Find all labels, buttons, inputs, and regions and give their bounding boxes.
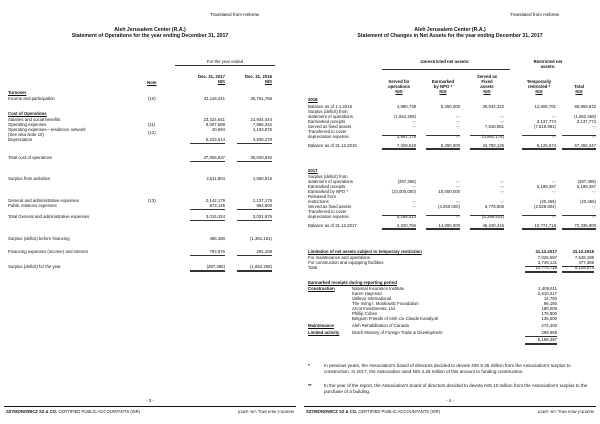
r2016-val-4-0: 3,991,178 <box>396 134 416 139</box>
r2017-val-6-3: 10,774,718 <box>534 223 556 228</box>
rule-line <box>525 272 557 273</box>
receipts-total: 5,198,397 <box>537 337 557 342</box>
salaries-2017: 23,324,641 <box>203 117 225 122</box>
r2017-val-4-0: -,- <box>411 204 416 209</box>
limitation-label-2: Total <box>308 265 318 270</box>
col-header-0-l1: Served for <box>388 79 410 84</box>
col-header-4-l1: Total <box>574 84 584 89</box>
total-ga-2016: 3,021,976 <box>252 214 272 219</box>
col-header-2-l2: Fixed <box>481 79 493 84</box>
ga-label: General and administrative expenses <box>8 198 79 203</box>
receipt-value-1-0: 272,400 <box>541 323 557 328</box>
rule-line <box>470 135 504 136</box>
r2017-val-2-0: (10,000,000) <box>391 189 416 194</box>
receipt-value-0-4: 180,000 <box>541 306 557 311</box>
receipt-label-1-0: Aleh Rehabilitation of Canada <box>352 323 409 328</box>
footer-firm-sub: CERTIFIED PUBLIC ACCOUNTANTS (ISR) <box>358 409 441 414</box>
total-cost-2017: 37,606,637 <box>203 155 225 160</box>
r2016-val-2-2: -,- <box>499 119 504 124</box>
r2017-val-5-2: (5,288,514) <box>482 214 504 219</box>
org-title: Aleh Jerusalem Center (R.A.) <box>114 27 186 33</box>
r2017-val-0-0: (297,396) <box>397 179 416 184</box>
rule-line <box>562 229 596 230</box>
receipt-value-0-1: 2,610,217 <box>537 291 557 296</box>
r2016-val-4-3: -,- <box>551 134 556 139</box>
r2017-val-1-1: -,- <box>455 184 460 189</box>
r2016-val-0-0: 4,990,739 <box>396 104 416 109</box>
rule-line <box>382 229 416 230</box>
ga-note: (13) <box>148 198 156 203</box>
income-label: Income and participation <box>8 96 55 101</box>
for-year-label: For the year ended <box>206 59 244 64</box>
page-changes-in-net-assets <box>300 0 600 424</box>
note-text-0: In previous years, the Association's board of directors decided to devote NIS 8.25 million from the Association's surplus to construction. In 2017, the Association used NIS 4.25 million of this amount to funding construction. <box>324 363 571 374</box>
r2016-val-3-1: -,- <box>455 124 460 129</box>
financing-2016: 291,108 <box>256 249 272 254</box>
org-title: Aleh Jerusalem Center (R.A.) <box>414 27 486 33</box>
footer-firm <box>306 409 440 414</box>
r2016-val-5-3: 8,125,574 <box>536 143 556 148</box>
r2016-val-0-2: 39,932,322 <box>482 104 504 109</box>
limitation-title: Limitation of net assets subject to temporary restriction <box>308 249 422 254</box>
pr-label: Public relations expenses <box>8 203 57 208</box>
receipt-label-0-1: Karen Hayesod <box>352 291 382 296</box>
income-note: (10) <box>148 96 156 101</box>
receipt-value-2-0: 299,959 <box>541 330 557 335</box>
r2017-val-0-1: -,- <box>455 179 460 184</box>
pr-2016: 884,800 <box>256 203 272 208</box>
total-ga-2017: 3,015,324 <box>205 214 225 219</box>
translated-note: Translated from Hebrew <box>210 12 260 17</box>
r2017-val-4-1: (4,250,000) <box>438 204 460 209</box>
col-header-3-l1: Temporarily <box>526 79 552 84</box>
opex-res-label: Operating expenses—residence network <box>8 127 86 132</box>
r2016-val-2-4: 3,137,774 <box>576 119 596 124</box>
receipt-label-0-2: Vallmar International <box>352 296 392 301</box>
note-text-1: In the year of the report, the Association's board of directors decided to devote NIS 10 million from the Association's surplus to the purchase of a building. <box>324 383 588 394</box>
surplus-year-2016: (1,652,269) <box>250 264 272 269</box>
r2017-val-1-2: -,- <box>499 184 504 189</box>
r2017-val-2-2: -,- <box>499 189 504 194</box>
limitation-v2-0: 7,648,189 <box>574 255 594 260</box>
r2016-val-5-2: 43,750,125 <box>482 143 504 148</box>
rule-line <box>426 149 460 150</box>
r2016-label2-4: depreciation expense <box>308 134 349 139</box>
r2017-val-1-0: -,- <box>411 184 416 189</box>
limitation-v2-1: 477,385 <box>578 260 594 265</box>
r2016-val-2-1: -,- <box>455 119 460 124</box>
col-note-header: Note <box>147 80 157 85</box>
r2017-val-1-3: 5,198,397 <box>536 184 556 189</box>
r2016-val-0-3: 12,806,781 <box>534 104 556 109</box>
footer-hebrew: שימונוביץ שגיא ושות' רואי חשבון <box>237 409 294 414</box>
r2017-label2-0: statement of operations <box>308 179 353 184</box>
opex-res-2016: 1,193,876 <box>252 127 272 132</box>
translated-note: Translated from Hebrew <box>510 12 560 17</box>
note-mark-0: * <box>308 363 310 368</box>
income-2017: 41,118,441 <box>203 96 225 101</box>
r2016-val-1-3: -,- <box>551 114 556 119</box>
surplus-financing-2017: 496,480 <box>209 236 225 241</box>
receipt-section-0: Construction <box>308 286 335 291</box>
rule-line <box>522 229 556 230</box>
r2017-val-3-1: -,- <box>455 199 460 204</box>
salaries-label: Salaries and social benefits <box>8 117 61 122</box>
r2016-val-5-0: 7,329,648 <box>396 143 416 148</box>
r2016-val-4-2: (3,991,178) <box>482 134 504 139</box>
opex-label: Operating expenses <box>8 122 47 127</box>
receipt-value-0-6: 139,500 <box>541 316 557 321</box>
note-mark-1: ** <box>308 383 312 388</box>
receipt-section-2: Limited activity <box>308 330 340 335</box>
cost-heading: Cost of Operations <box>8 111 47 116</box>
r2017-label2-5: depreciation expense <box>308 214 349 219</box>
statement-title: Statement of Changes in Net Assets for the year ending December 31, 2017 <box>357 33 543 39</box>
r2016-val-3-0: -,- <box>411 124 416 129</box>
salaries-2016: 21,944,444 <box>250 117 272 122</box>
limitation-h2: 31.12.2016 <box>572 249 594 254</box>
surplus-financing-label: Surplus (deficit) before financing <box>8 236 70 241</box>
rule-line <box>522 135 556 136</box>
rule-line <box>382 135 416 136</box>
r2016-val-4-1: -,- <box>455 134 460 139</box>
rule-line <box>562 272 594 273</box>
rule-line <box>562 149 596 150</box>
total-ga-label: Total General and administrative expenses <box>8 214 90 219</box>
r2017-val-2-4: -,- <box>591 189 596 194</box>
r2017-val-6-1: 14,000,000 <box>438 223 460 228</box>
r2017-val-6-2: 45,240,416 <box>482 223 504 228</box>
r2017-val-4-4: -,- <box>591 204 596 209</box>
see-note-label: (See also Note 10) <box>8 132 44 137</box>
r2017-label-2: Earmarked by NPO * <box>308 189 349 194</box>
col-2017-header: Dec. 31, 2017 <box>198 74 225 79</box>
r2016-val-1-1: -,- <box>455 114 460 119</box>
col-2016-header: Dec. 31, 2016 <box>245 74 272 79</box>
group-unrestricted: Unrestricted net assets: <box>420 59 470 64</box>
surplus-year-label: Surplus (deficit) for the year <box>8 264 61 269</box>
r2017-label-5: Transferred to cover <box>308 209 347 214</box>
surplus-financing-2016: (1,361,161) <box>250 236 272 241</box>
r2016-val-3-3: (7,818,981) <box>534 124 556 129</box>
r2016-val-5-4: 67,455,347 <box>574 143 596 148</box>
ga-2016: 2,137,176 <box>252 198 272 203</box>
r2017-val-3-2: -,- <box>499 199 504 204</box>
r2016-val-0-4: 65,969,842 <box>574 104 596 109</box>
col-header-0-l2: operations <box>388 84 410 89</box>
footer-firm <box>6 409 140 414</box>
r2017-val-5-3: -,- <box>551 214 556 219</box>
rule-line <box>562 135 596 136</box>
rule-line <box>470 215 504 216</box>
receipt-section-1: Maintenance <box>308 323 335 328</box>
footer-hebrew: שימונוביץ שגיא ושות' רואי חשבון <box>537 409 594 414</box>
opex-note: (11) <box>148 122 156 127</box>
total-cost-2016: 35,040,940 <box>250 155 272 160</box>
limitation-h1: 31.12.2017 <box>535 249 557 254</box>
pr-2017: 873,145 <box>209 203 225 208</box>
limitation-v2-2: 8,125,574 <box>574 265 594 270</box>
r2016-val-1-2: -,- <box>499 114 504 119</box>
receipt-label-0-3: The Irving I. Moskowitz Foundation <box>352 301 419 306</box>
footer-firm-sub: CERTIFIED PUBLIC ACCOUNTANTS (ISR) <box>58 409 141 414</box>
rule-line <box>522 215 556 216</box>
r2017-val-3-0: -,- <box>411 199 416 204</box>
rule-line <box>470 229 504 230</box>
r2016-val-1-0: (1,652,269) <box>394 114 416 119</box>
year-2017-heading: 2017 <box>308 168 318 173</box>
col-2017-unit: NIS <box>217 79 225 84</box>
col-header-1-l2: by NPO * <box>433 84 453 89</box>
r2016-val-3-2: 7,818,981 <box>484 124 504 129</box>
rule-line <box>382 149 416 150</box>
footer-firm-name: SZYMONOWICZ SZ & CO. <box>306 409 358 414</box>
receipt-value-0-3: 96,160 <box>543 301 557 306</box>
page-number: - 3 - <box>146 398 154 403</box>
r2017-val-6-0: 2,320,766 <box>396 223 416 228</box>
receipt-label-0-5: Phillip Cohen <box>352 311 378 316</box>
r2016-val-2-3: 3,137,774 <box>536 119 556 124</box>
rule-line <box>382 215 416 216</box>
r2017-val-5-4: -,- <box>591 214 596 219</box>
col-header-2-l3: assets <box>480 84 494 89</box>
col-header-3-l3: NIS <box>535 89 543 94</box>
rule-line <box>426 229 460 230</box>
statement-title: Statement of Operations for the year ending December 31, 2017 <box>71 33 229 39</box>
r2017-val-4-2: 6,778,805 <box>484 204 504 209</box>
r2016-label-2: Earmarked receipts <box>308 119 346 124</box>
limitation-label-0: For maintenance and operations <box>308 255 370 260</box>
r2017-val-0-4: (297,396) <box>577 179 596 184</box>
total-cost-label: Total cost of operations <box>8 155 53 160</box>
r2016-label-4: Transferred to cover <box>308 129 347 134</box>
r2017-label-0: Surplus (deficit) from <box>308 174 348 179</box>
r2017-label-1: Earmarked receipts <box>308 184 346 189</box>
rule-line <box>522 149 556 150</box>
limitation-label-1: For construction and equipping facilities <box>308 260 384 265</box>
r2016-label-1: Surplus (deficit) from <box>308 109 348 114</box>
footer-firm-name: SZYMONOWICZ SZ & CO. <box>6 409 58 414</box>
surplus-year-2017: (297,396) <box>206 264 225 269</box>
r2016-val-2-0: -,- <box>411 119 416 124</box>
limitation-v1-0: 7,025,587 <box>537 255 557 260</box>
r2017-val-0-2: -,- <box>499 179 504 184</box>
rule-line <box>426 135 460 136</box>
receipt-label-0-6: Belgium Friends of Aleh c/o Claude Kandiyoti <box>352 316 438 321</box>
col-header-4-l2: NIS <box>575 89 583 94</box>
limitation-v1-2: 10,774,718 <box>535 265 557 270</box>
receipt-label-0-4: Arcot Investments, Ltd. <box>352 306 396 311</box>
depr-label: Depreciation <box>8 137 33 142</box>
year-2016-heading: 2016 <box>308 97 318 102</box>
r2016-label-3: Served as fixed assets <box>308 124 352 129</box>
receipts-title: Earmarked receipts during reporting period <box>308 280 397 285</box>
r2017-val-6-4: 72,335,900 <box>574 223 596 228</box>
opex-2017: 9,007,688 <box>205 122 225 127</box>
r2017-label-6: Balance as of 31.12.2017 <box>308 223 357 228</box>
receipt-label-2-0: Dutch Ministry of Foreign Trade & Development <box>352 330 443 335</box>
r2017-val-0-3: -,- <box>551 179 556 184</box>
col-header-1-l3: NIS <box>439 89 447 94</box>
r2016-val-1-4: (1,652,269) <box>574 114 596 119</box>
col-2016-unit: NIS <box>264 79 272 84</box>
col-header-2-l4: NIS <box>483 89 491 94</box>
r2016-label-5: Balance as of 31.12.2016 <box>308 143 357 148</box>
r2016-label-0: Balance as of 1.1.2016 <box>308 104 352 109</box>
r2016-val-4-4: -,- <box>591 134 596 139</box>
r2017-val-4-3: (2,528,804) <box>534 204 556 209</box>
opex-2016: 7,966,342 <box>252 122 272 127</box>
r2017-val-3-3: (20,466) <box>539 199 556 204</box>
r2017-label-3: Released from <box>308 194 336 199</box>
r2017-val-3-4: (20,466) <box>579 199 596 204</box>
r2016-val-0-1: 8,250,000 <box>440 104 460 109</box>
depr-2016: 3,936,278 <box>252 137 272 142</box>
receipt-value-0-0: 1,409,611 <box>538 286 557 291</box>
r2017-val-2-1: 10,000,000 <box>438 189 460 194</box>
financing-2017: 793,876 <box>209 249 225 254</box>
ga-2017: 2,142,179 <box>205 198 225 203</box>
rule-line <box>525 344 557 345</box>
opex-res-note: (12) <box>148 130 156 135</box>
r2016-val-3-4: -,- <box>591 124 596 129</box>
limitation-v1-1: 3,749,131 <box>537 260 557 265</box>
group-restricted: Restricted net assets: <box>533 59 563 69</box>
col-header-3-l2: restricted * <box>527 84 551 89</box>
col-header-2-l1: Served as <box>476 74 498 79</box>
r2017-label2-3: restrictions <box>308 199 329 204</box>
r2017-val-2-3: -,- <box>551 189 556 194</box>
col-header-1-l1: Earmarked <box>431 79 455 84</box>
rule-line <box>470 149 504 150</box>
depr-2017: 5,233,614 <box>205 137 225 142</box>
surplus-activities-2016: 1,660,815 <box>252 176 272 181</box>
r2017-val-5-1: -,- <box>455 214 460 219</box>
page-number: - 4 - <box>446 398 454 403</box>
receipt-value-0-2: 14,750 <box>543 296 557 301</box>
r2017-val-5-0: 5,288,514 <box>396 214 416 219</box>
rule-line <box>426 215 460 216</box>
income-2016: 36,761,765 <box>250 96 272 101</box>
receipt-value-0-5: 175,800 <box>541 311 557 316</box>
surplus-activities-2017: 3,511,804 <box>206 176 225 181</box>
r2017-label-4: Served as fixed assets <box>308 204 352 209</box>
surplus-activities-label: Surplus from activities <box>8 176 51 181</box>
r2016-label2-1: statement of operations <box>308 114 353 119</box>
r2016-val-5-1: 8,250,000 <box>440 143 460 148</box>
financing-label: Financing expenses (income) and interest <box>8 249 88 254</box>
r2017-val-1-4: 5,198,397 <box>576 184 596 189</box>
col-header-0-l3: NIS <box>395 89 403 94</box>
rule-line <box>562 215 596 216</box>
opex-res-2017: 40,694 <box>211 127 225 132</box>
receipt-label-0-0: National Insurance Institute <box>352 286 405 291</box>
turnover-heading: Turnover <box>8 90 27 95</box>
